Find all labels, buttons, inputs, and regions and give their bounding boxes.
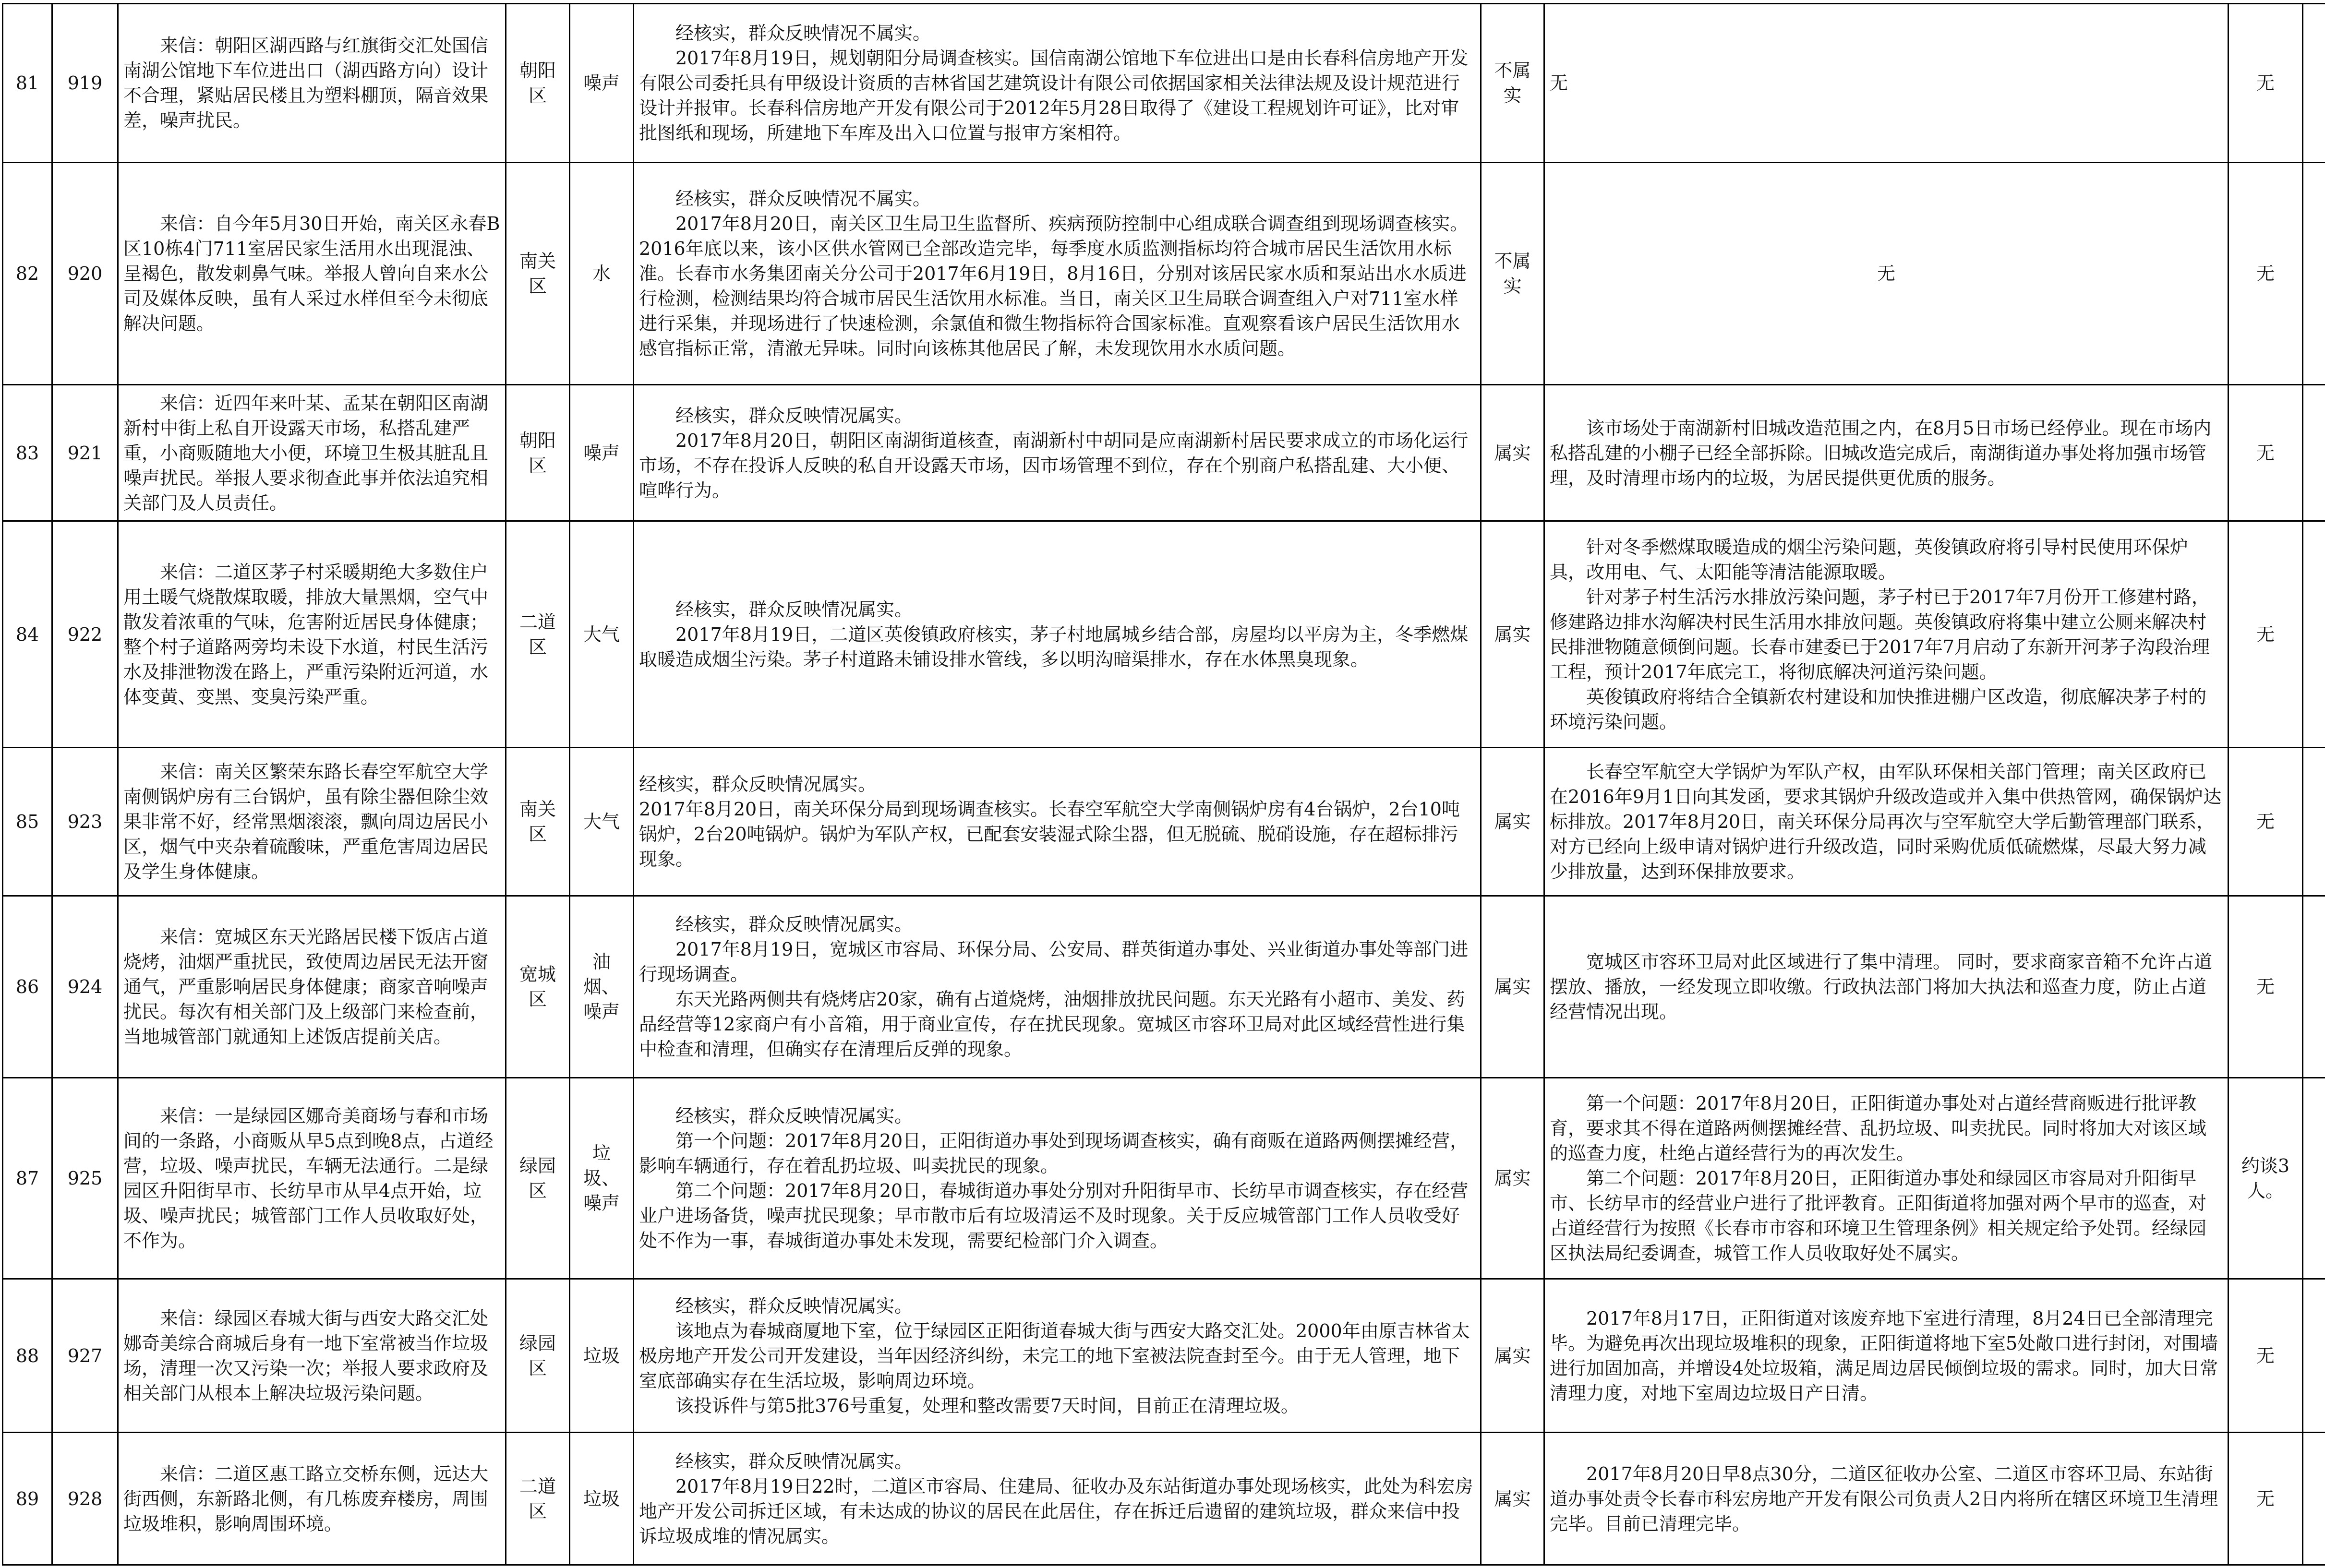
complaint-text-cell — [118, 896, 506, 1078]
table-row — [3, 1279, 2325, 1433]
row-seq-cell: 81 — [3, 4, 52, 163]
verification-paragraph: 第二个问题：2017年8月20日，春城街道办事处分别对升阳街早市、长纺早市调查核实，存在经营业户进场备货，噪声扰民现象；早市散市后有垃圾清运不及时现象。关于反应城管部门工作人员收受好处不作为一事，春城街道办事处未发现，需要纪检部门介入调查。 — [639, 1180, 1469, 1251]
complaint-text-cell — [118, 1078, 506, 1279]
category-cell: 垃圾 — [570, 1279, 634, 1433]
verification-paragraph: 2017年8月19日，二道区英俊镇政府核实，茅子村地属城乡结合部，房屋均以平房为主，冬季燃煤取暖造成烟尘污染。茅子村道路未铺设排水管线，多以明沟暗渠排水，存在水体黑臭现象。 — [639, 623, 1469, 670]
row-seq-cell: 86 — [3, 896, 52, 1078]
verification-paragraph: 该投诉件与第5批376号重复，处理和整改需要7天时间，目前正在清理垃圾。 — [675, 1395, 1299, 1416]
complaint-id-cell: 919 — [52, 4, 118, 163]
verification-cell — [634, 1078, 1481, 1279]
handling-cell — [1544, 385, 2229, 521]
remark-cell — [2303, 1078, 2325, 1279]
row-seq-cell: 82 — [3, 163, 52, 385]
table-row — [3, 163, 2325, 385]
accountability-cell: 无 — [2229, 385, 2303, 521]
handling-paragraph: 2017年8月20日早8点30分，二道区征收办公室、二道区市容环卫局、东站街道办事处责令长春市科宏房地产开发有限公司负责人2日内将所在辖区环境卫生清理完毕。目前已清理完毕。 — [1550, 1463, 2218, 1534]
handling-paragraph: 2017年8月17日，正阳街道对该废弃地下室进行清理，8月24日已全部清理完毕。为避免再次出现垃圾堆积的现象，正阳街道将地下室5处敞口进行封闭，对围墙进行加固加高，并增设4处垃圾箱，满足周边居民倾倒垃圾的需求。同时，加大日常清理力度，对地下室周边垃圾日产日清。 — [1550, 1307, 2218, 1404]
verification-cell — [634, 748, 1481, 896]
complaint-text-cell — [118, 1279, 506, 1433]
remark-cell — [2303, 163, 2325, 385]
complaint-text: 来信：宽城区东天光路居民楼下饭店占道烧烤，油烟严重扰民，致使周边居民无法开窗通气，严重影响居民身体健康；商家音响噪声扰民。每次有相关部门及上级部门来检查前，当地城管部门就通知上述饭店提前关店。 — [123, 926, 489, 1047]
verification-paragraph: 2017年8月19日22时，二道区市容局、住建局、征收办及东站街道办事处现场核实，此处为科宏房地产开发公司拆迁区域，有未达成的协议的居民在此居住，存在拆迁后遗留的建筑垃圾，群众来信中投诉垃圾成堆的情况属实。 — [639, 1475, 1473, 1547]
verification-cell — [634, 1433, 1481, 1565]
handling-paragraph: 第二个问题：2017年8月20日，正阳街道办事处和绿园区市容局对升阳街早市、长纺早市的经营业户进行了批评教育。正阳街道将加强对两个早市的巡查，对占道经营行为按照《长春市市容和环境卫生管理条例》相关规定给予处罚。经绿园区执法局纪委调查，城管工作人员收取好处不属实。 — [1550, 1168, 2207, 1264]
accountability-cell: 无 — [2229, 163, 2303, 385]
table-row — [3, 4, 2325, 163]
handling-paragraph: 该市场处于南湖新村旧城改造范围之内，在8月5日市场已经停业。现在市场内私搭乱建的小棚子已经全部拆除。旧城改造完成后，南湖街道办事处将加强市场管理，及时清理市场内的垃圾，为居民提供更优质的服务。 — [1550, 417, 2212, 489]
accountability-cell: 无 — [2229, 748, 2303, 896]
table-row — [3, 521, 2325, 748]
complaint-text-cell — [118, 385, 506, 521]
handling-cell — [1544, 896, 2229, 1078]
district-cell: 绿园区 — [506, 1078, 570, 1279]
remark-cell — [2303, 521, 2325, 748]
is-true-cell: 属实 — [1481, 1433, 1544, 1565]
accountability-cell: 无 — [2229, 4, 2303, 163]
handling-cell — [1544, 1279, 2229, 1433]
row-seq-cell: 87 — [3, 1078, 52, 1279]
handling-cell — [1544, 748, 2229, 896]
verification-paragraph: 经核实，群众反映情况属实。 — [675, 1450, 913, 1472]
verification-paragraph: 该地点为春城商厦地下室，位于绿园区正阳街道春城大街与西安大路交汇处。2000年由原吉林省太极房地产开发公司开发建设，当年因经济纠纷，未完工的地下室被法院查封至今。由于无人管理，地下室底部确实存在生活垃圾，影响周边环境。 — [639, 1320, 1470, 1391]
table-row — [3, 1078, 2325, 1279]
verification-paragraph: 2017年8月20日，南关环保分局到现场调查核实。长春空军航空大学南侧锅炉房有4台锅炉，2台10吨锅炉，2台20吨锅炉。锅炉为军队产权，已配套安装湿式除尘器，但无脱硫、脱硝设施，存在超标排污现象。 — [639, 799, 1460, 870]
complaint-text-cell — [118, 521, 506, 748]
is-true-cell: 不属实 — [1481, 163, 1544, 385]
remark-cell — [2303, 748, 2325, 896]
remark-cell — [2303, 385, 2325, 521]
category-cell: 噪声 — [570, 4, 634, 163]
accountability-cell: 无 — [2229, 1433, 2303, 1565]
verification-paragraph: 经核实，群众反映情况属实。 — [675, 1295, 913, 1317]
complaint-text-cell — [118, 4, 506, 163]
complaint-text: 来信：近四年来叶某、孟某在朝阳区南湖新村中街上私自开设露天市场，私搭乱建严重，小商贩随地大小便，环境卫生极其脏乱且噪声扰民。举报人要求彻查此事并依法追究相关部门及人员责任。 — [123, 392, 489, 514]
complaint-text-cell — [118, 748, 506, 896]
handling-cell — [1544, 1078, 2229, 1279]
remark-cell — [2303, 896, 2325, 1078]
handling-paragraph: 针对冬季燃煤取暖造成的烟尘污染问题，英俊镇政府将引导村民使用环保炉具，改用电、气、太阳能等清洁能源取暖。 — [1550, 536, 2189, 583]
verification-paragraph: 经核实，群众反映情况属实。 — [675, 1105, 913, 1126]
handling-cell — [1544, 521, 2229, 748]
verification-paragraph: 2017年8月19日，规划朝阳分局调查核实。国信南湖公馆地下车位进出口是由长春科信房地产开发有限公司委托具有甲级设计资质的吉林省国艺建筑设计有限公司依据国家相关法律法规及设计规范进行设计并报审。长春科信房地产开发有限公司于2012年5月28日取得了《建设工程规划许可证》，比对审批图纸和现场，所建地下车库及出入口位置与报审方案相符。 — [639, 48, 1469, 144]
complaint-text: 来信：自今年5月30日开始，南关区永春B区10栋4门711室居民家生活用水出现混浊、呈褐色，散发刺鼻气味。举报人曾向自来水公司及媒体反映，虽有人采过水样但至今未彻底解决问题。 — [123, 213, 500, 334]
complaint-text: 来信：南关区繁荣东路长春空军航空大学南侧锅炉房有三台锅炉，虽有除尘器但除尘效果非常不好，经常黑烟滚滚，飘向周边居民小区，烟气中夹杂着硫酸味，严重危害周边居民及学生身体健康。 — [123, 761, 489, 882]
verification-cell — [634, 385, 1481, 521]
verification-paragraph: 第一个问题：2017年8月20日，正阳街道办事处到现场调查核实，确有商贩在道路两侧摆摊经营，影响车辆通行，存在着乱扔垃圾、叫卖扰民的现象。 — [639, 1130, 1469, 1176]
district-cell: 南关区 — [506, 748, 570, 896]
row-seq-cell: 88 — [3, 1279, 52, 1433]
verification-paragraph: 经核实，群众反映情况不属实。 — [675, 188, 931, 209]
verification-paragraph: 经核实，群众反映情况属实。 — [675, 598, 913, 620]
handling-paragraph: 英俊镇政府将结合全镇新农村建设和加快推进棚户区改造，彻底解决茅子村的环境污染问题。 — [1550, 686, 2207, 732]
complaint-text: 来信：绿园区春城大街与西安大路交汇处娜奇美综合商城后身有一地下室常被当作垃圾场，清理一次又污染一次；举报人要求政府及相关部门从根本上解决垃圾污染问题。 — [123, 1307, 489, 1404]
category-cell: 垃圾 — [570, 1433, 634, 1565]
complaint-id-cell: 923 — [52, 748, 118, 896]
complaint-text: 来信：二道区惠工路立交桥东侧，远达大街西侧，东新路北侧，有几栋废弃楼房，周围垃圾堆积，影响周围环境。 — [123, 1463, 489, 1534]
remark-cell — [2303, 1433, 2325, 1565]
table-row — [3, 896, 2325, 1078]
complaint-table — [2, 3, 2325, 1566]
row-seq-cell: 85 — [3, 748, 52, 896]
table-row — [3, 748, 2325, 896]
complaint-text: 来信：朝阳区湖西路与红旗街交汇处国信南湖公馆地下车位进出口（湖西路方向）设计不合理，紧贴居民楼且为塑料棚顶，隔音效果差，噪声扰民。 — [123, 35, 489, 131]
accountability-cell: 约谈3人。 — [2229, 1078, 2303, 1279]
verification-cell — [634, 896, 1481, 1078]
category-cell: 水 — [570, 163, 634, 385]
handling-paragraph: 第一个问题：2017年8月20日，正阳街道办事处对占道经营商贩进行批评教育，要求其不得在道路两侧摆摊经营、乱扔垃圾、叫卖扰民。同时将加大对该区域的巡查力度，杜绝占道经营行为的再次发生。 — [1550, 1093, 2207, 1164]
district-cell: 朝阳区 — [506, 385, 570, 521]
category-cell: 噪声 — [570, 385, 634, 521]
complaint-id-cell: 928 — [52, 1433, 118, 1565]
table-row — [3, 1433, 2325, 1565]
row-seq-cell: 84 — [3, 521, 52, 748]
verification-paragraph: 经核实，群众反映情况属实。 — [675, 914, 913, 935]
handling-paragraph: 无 — [1877, 263, 1895, 284]
verification-paragraph: 2017年8月20日，南关区卫生局卫生监督所、疾病预防控制中心组成联合调查组到现场调查核实。2016年底以来，该小区供水管网已全部改造完毕，每季度水质监测指标均符合城市居民生活饮用水标准。长春市水务集团南关分公司于2017年6月19日，8月16日，分别对该居民家水质和泵站出水水质进行检测，检测结果均符合城市居民生活饮用水标准。当日，南关区卫生局联合调查组入户对711室水样进行采集，并现场进行了快速检测，余氯值和微生物指标符合国家标准。直观察看该户居民生活饮用水感官指标正常，清澈无异味。同时向该栋其他居民了解，未发现饮用水水质问题。 — [639, 213, 1469, 359]
complaint-id-cell: 922 — [52, 521, 118, 748]
handling-paragraph: 长春空军航空大学锅炉为军队产权，由军队环保相关部门管理；南关区政府已在2016年9月1日向其发函，要求其锅炉升级改造或并入集中供热管网，确保锅炉达标排放。2017年8月20日，南关环保分局再次与空军航空大学后勤管理部门联系，对方已经向上级申请对锅炉进行升级改造，同时采购优质低硫燃煤，尽最大努力减少排放量，达到环保排放要求。 — [1550, 761, 2222, 882]
accountability-cell: 无 — [2229, 1279, 2303, 1433]
is-true-cell: 属实 — [1481, 385, 1544, 521]
verification-cell — [634, 521, 1481, 748]
verification-paragraph: 经核实，群众反映情况不属实。 — [675, 23, 931, 44]
handling-cell — [1544, 4, 2229, 163]
table-body — [3, 4, 2325, 1565]
handling-cell — [1544, 1433, 2229, 1565]
category-cell: 油烟、噪声 — [570, 896, 634, 1078]
verification-cell — [634, 163, 1481, 385]
category-cell: 垃圾、噪声 — [570, 1078, 634, 1279]
handling-paragraph: 无 — [1550, 72, 1568, 94]
is-true-cell: 属实 — [1481, 1279, 1544, 1433]
verification-paragraph: 经核实，群众反映情况属实。 — [639, 774, 877, 795]
district-cell: 二道区 — [506, 1433, 570, 1565]
table-row — [3, 385, 2325, 521]
handling-cell — [1544, 163, 2229, 385]
is-true-cell: 属实 — [1481, 521, 1544, 748]
district-cell: 朝阳区 — [506, 4, 570, 163]
complaint-text: 来信：二道区茅子村采暖期绝大多数住户用土暖气烧散煤取暖，排放大量黑烟，空气中散发着浓重的气味，危害附近居民身体健康；整个村子道路两旁均未设下水道，村民生活污水及排泄物泼在路上，严重污染附近河道，水体变黄、变黑、变臭污染严重。 — [123, 561, 489, 707]
row-seq-cell: 83 — [3, 385, 52, 521]
verification-paragraph: 经核实，群众反映情况属实。 — [675, 405, 913, 426]
remark-cell — [2303, 1279, 2325, 1433]
handling-paragraph: 针对茅子村生活污水排放污染问题，茅子村已于2017年7月份开工修建村路，修建路边排水沟解决村民生活用水排放问题。英俊镇政府将集中建立公厕来解决村民排泄物随意倾倒问题。长春市建委已于2017年7月启动了东新开河茅子沟段治理工程，预计2017年底完工，将彻底解决河道污染问题。 — [1550, 586, 2210, 682]
is-true-cell: 属实 — [1481, 896, 1544, 1078]
accountability-cell: 无 — [2229, 896, 2303, 1078]
complaint-id-cell: 920 — [52, 163, 118, 385]
verification-paragraph: 2017年8月20日，朝阳区南湖街道核查，南湖新村中胡同是应南湖新村居民要求成立的市场化运行市场，不存在投诉人反映的私自开设露天市场，因市场管理不到位，存在个别商户私搭乱建、大小便、喧哗行为。 — [639, 430, 1469, 501]
verification-cell — [634, 1279, 1481, 1433]
is-true-cell: 属实 — [1481, 748, 1544, 896]
verification-paragraph: 2017年8月19日，宽城区市容局、环保分局、公安局、群英街道办事处、兴业街道办事处等部门进行现场调查。 — [639, 939, 1469, 985]
row-seq-cell: 89 — [3, 1433, 52, 1565]
verification-paragraph: 东天光路两侧共有烧烤店20家，确有占道烧烤，油烟排放扰民问题。东天光路有小超市、美发、药品经营等12家商户有小音箱，用于商业宣传，存在扰民现象。宽城区市容环卫局对此区域经营性进行集中检查和清理，但确实存在清理后反弹的现象。 — [639, 989, 1465, 1060]
is-true-cell: 属实 — [1481, 1078, 1544, 1279]
complaint-id-cell: 924 — [52, 896, 118, 1078]
district-cell: 宽城区 — [506, 896, 570, 1078]
district-cell: 二道区 — [506, 521, 570, 748]
complaint-id-cell: 921 — [52, 385, 118, 521]
district-cell: 绿园区 — [506, 1279, 570, 1433]
complaint-text-cell — [118, 163, 506, 385]
district-cell: 南关区 — [506, 163, 570, 385]
accountability-cell: 无 — [2229, 521, 2303, 748]
category-cell: 大气 — [570, 521, 634, 748]
handling-paragraph: 宽城区市容环卫局对此区域进行了集中清理。 同时，要求商家音箱不允许占道摆放、播放，一经发现立即收缴。行政执法部门将加大执法和巡查力度，防止占道经营情况出现。 — [1550, 951, 2213, 1022]
complaint-text: 来信：一是绿园区娜奇美商场与春和市场间的一条路，小商贩从早5点到晚8点，占道经营，垃圾、噪声扰民，车辆无法通行。二是绿园区升阳街早市、长纺早市从早4点开始，垃圾、噪声扰民；城管部门工作人员收取好处，不作为。 — [123, 1105, 494, 1251]
verification-cell — [634, 4, 1481, 163]
complaint-id-cell: 927 — [52, 1279, 118, 1433]
complaint-text-cell — [118, 1433, 506, 1565]
is-true-cell: 不属实 — [1481, 4, 1544, 163]
remark-cell — [2303, 4, 2325, 163]
category-cell: 大气 — [570, 748, 634, 896]
complaint-id-cell: 925 — [52, 1078, 118, 1279]
